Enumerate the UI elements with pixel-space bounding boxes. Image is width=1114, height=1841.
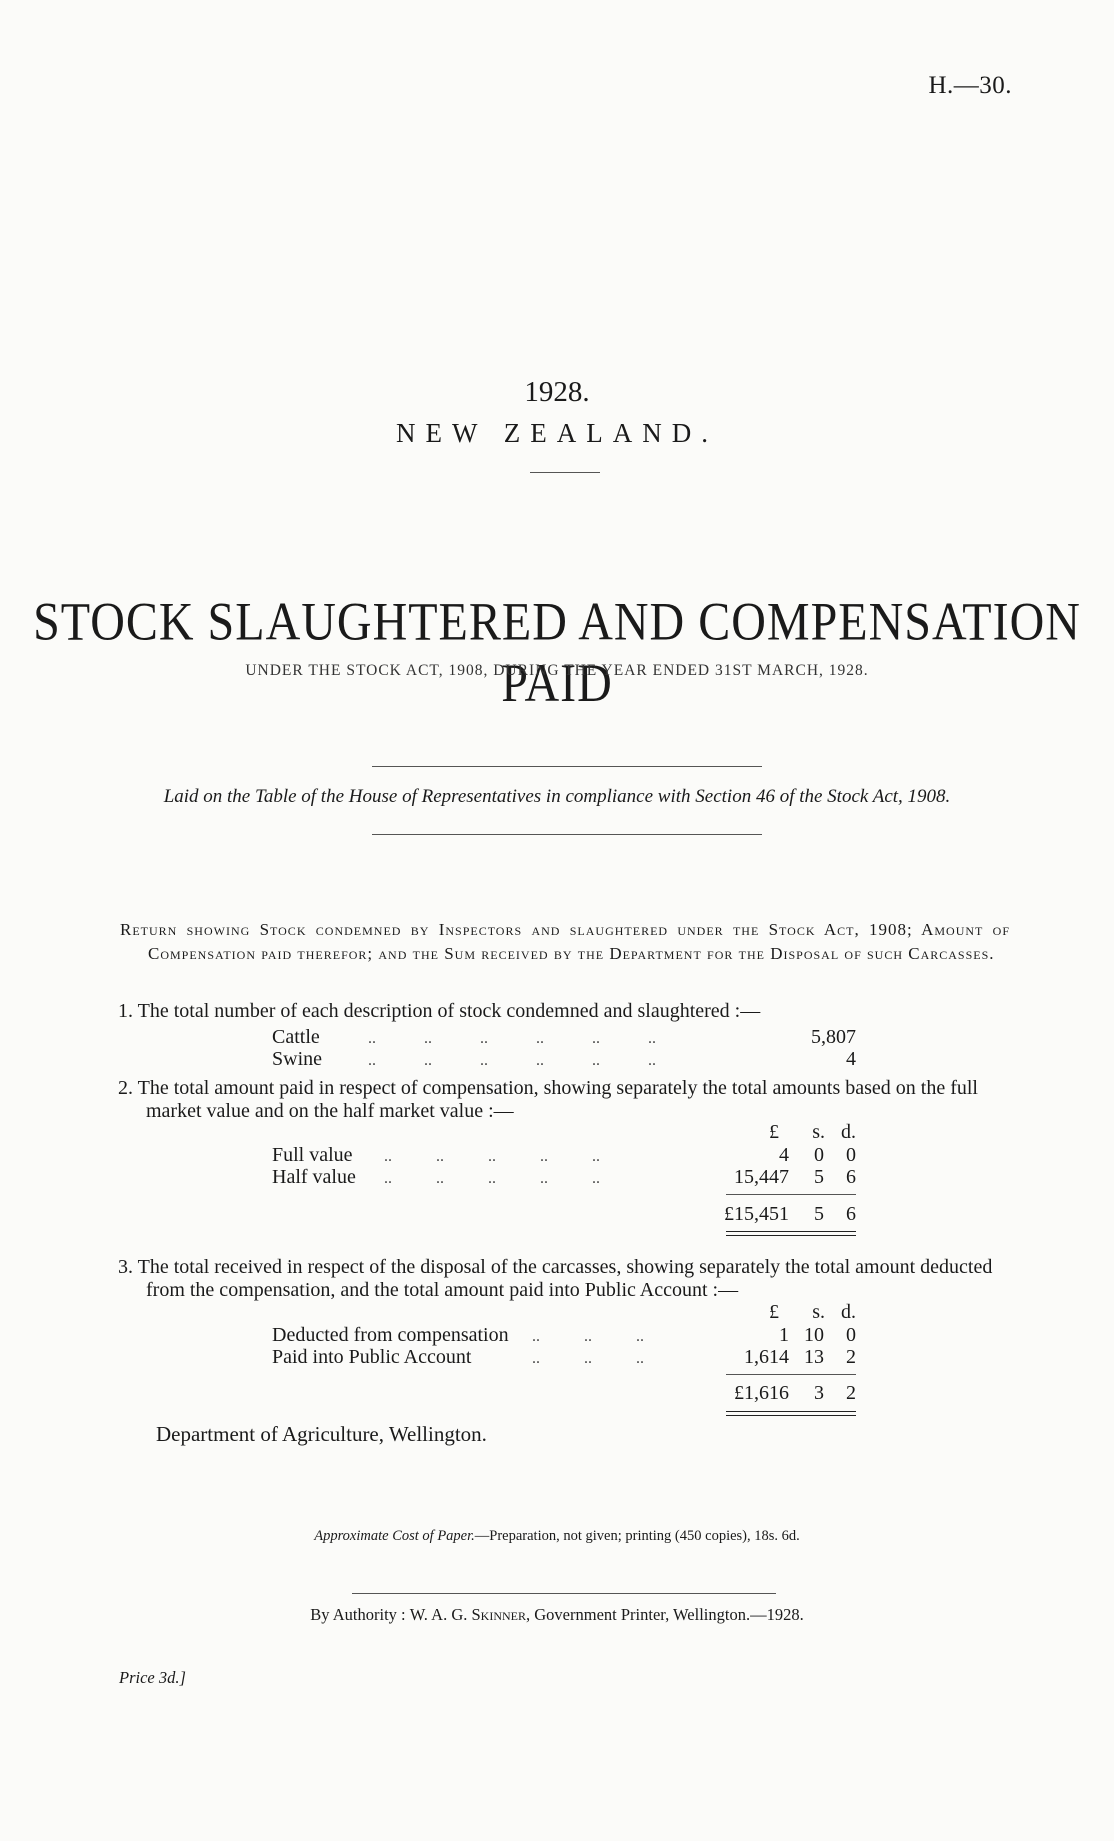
leader-dots: .. .. .. .. .. .. (368, 1030, 656, 1047)
public-account-shillings: 13 (804, 1346, 824, 1368)
price: Price 3d.] (119, 1668, 186, 1687)
half-value-pence: 6 (846, 1166, 856, 1188)
leader-dots: .. .. .. (532, 1350, 644, 1367)
printer-name: W. A. G. Skinner (409, 1605, 526, 1624)
section-2-paragraph: 2. The total amount paid in respect of compensation, showing separately the total amounts based on the full market value and on the half market value :— (118, 1077, 978, 1122)
laid-statement: Laid on the Table of the House of Representatives in compliance with Section 46 of the Stock Act, 1908. (163, 786, 951, 807)
total-double-rule (726, 1231, 856, 1236)
return-heading (120, 918, 1010, 966)
section-2-text (118, 1077, 1018, 1123)
section-3-paragraph: 3. The total received in respect of the disposal of the carcasses, showing separately the total amount deducted from the compensation, and the total amount paid into Public Account :— (118, 1256, 993, 1301)
divider (372, 834, 762, 835)
authority-suffix: , Government Printer, Wellington.—1928. (526, 1605, 804, 1624)
country-name: NEW ZEALAND. (396, 418, 718, 448)
pence-header: d. (841, 1301, 856, 1323)
deducted-shillings: 10 (804, 1324, 824, 1346)
section-2-total-shillings: 5 (814, 1203, 824, 1225)
section-3-total-pounds: £1,616 (734, 1382, 789, 1404)
section-2-total-pounds: £15,451 (724, 1203, 789, 1225)
full-value-pence: 0 (846, 1144, 856, 1166)
swine-value: 4 (846, 1048, 856, 1070)
divider (530, 472, 600, 473)
public-account-label: Paid into Public Account (272, 1346, 472, 1368)
total-double-rule (726, 1411, 856, 1416)
section-3-text (118, 1256, 1018, 1302)
section-1-text (118, 1000, 1018, 1023)
full-value-shillings: 0 (814, 1144, 824, 1166)
pence-header: d. (841, 1121, 856, 1143)
deducted-pounds: 1 (779, 1324, 789, 1346)
printer-authority (0, 1605, 1114, 1625)
public-account-pounds: 1,614 (744, 1346, 789, 1368)
shillings-header: s. (812, 1121, 825, 1143)
deducted-label: Deducted from compensation (272, 1324, 509, 1346)
subtitle: UNDER THE STOCK ACT, 1908, DURING THE YEAR ENDED 31ST MARCH, 1928. (245, 662, 869, 679)
pounds-header: £ (769, 1301, 779, 1323)
cattle-label: Cattle (272, 1026, 320, 1048)
sum-rule (726, 1374, 856, 1375)
deducted-pence: 0 (846, 1324, 856, 1346)
section-3-total-pence: 2 (846, 1382, 856, 1404)
leader-dots: .. .. .. .. .. .. (368, 1052, 656, 1069)
sum-rule (726, 1194, 856, 1195)
shillings-header: s. (812, 1301, 825, 1323)
department-line: Department of Agriculture, Wellington. (156, 1422, 487, 1446)
public-account-pence: 2 (846, 1346, 856, 1368)
section-2-total-pence: 6 (846, 1203, 856, 1225)
leader-dots: .. .. .. .. .. (384, 1148, 600, 1165)
return-heading-text: Return showing Stock condemned by Inspectors and slaughtered under the Stock Act, 1908; Amount of Compensation paid therefor; and the Sum received by the Department for the Disposal of such Carcasses. (120, 920, 1010, 963)
page-reference: H.—30. (928, 72, 1012, 99)
divider (372, 766, 762, 767)
full-value-pounds: 4 (779, 1144, 789, 1166)
section-1-paragraph: 1. The total number of each description of stock condemned and slaughtered :— (118, 1000, 761, 1022)
section-3-total-shillings: 3 (814, 1382, 824, 1404)
cattle-value: 5,807 (811, 1026, 856, 1048)
leader-dots: .. .. .. .. .. (384, 1170, 600, 1187)
half-value-label: Half value (272, 1166, 356, 1188)
half-value-shillings: 5 (814, 1166, 824, 1188)
full-value-label: Full value (272, 1144, 353, 1166)
main-title: STOCK SLAUGHTERED AND COMPENSATION PAID (33, 592, 1081, 714)
divider (352, 1593, 776, 1594)
cost-of-paper (0, 1528, 1114, 1545)
authority-prefix: By Authority : (310, 1605, 406, 1624)
pounds-header: £ (769, 1121, 779, 1143)
swine-label: Swine (272, 1048, 322, 1070)
leader-dots: .. .. .. (532, 1328, 644, 1345)
document-year: 1928. (524, 376, 590, 408)
cost-text: —Preparation, not given; printing (450 copies), 18s. 6d. (474, 1528, 800, 1544)
half-value-pounds: 15,447 (734, 1166, 789, 1188)
cost-label: Approximate Cost of Paper. (314, 1528, 475, 1544)
